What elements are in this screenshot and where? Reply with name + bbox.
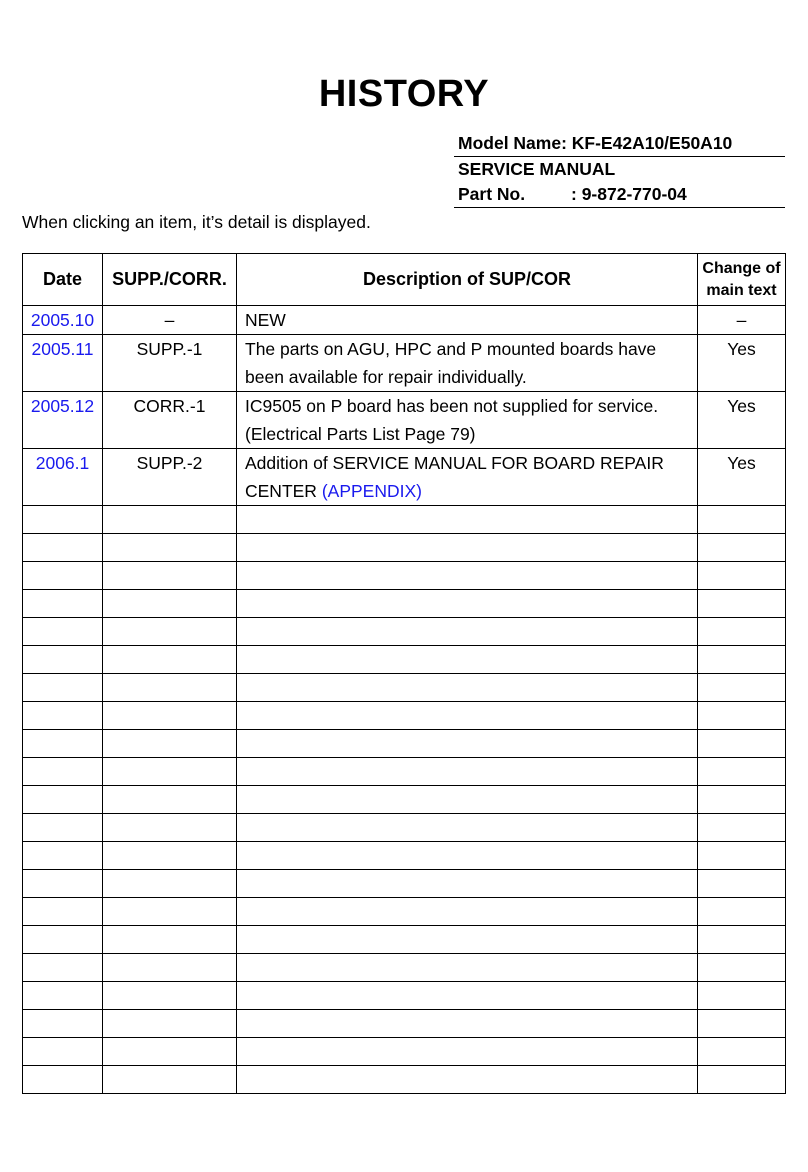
description-text: The parts on AGU, HPC and P mounted boards have been available for repair individually. [245, 339, 657, 387]
header-change-line2: main text [706, 281, 777, 299]
empty-row [23, 562, 786, 590]
row-description [237, 335, 698, 392]
empty-cell [23, 786, 103, 814]
empty-cell [237, 618, 698, 646]
empty-cell [698, 730, 786, 758]
part-number-value: : 9-872-770-04 [571, 184, 687, 204]
empty-row [23, 1066, 786, 1094]
empty-cell [23, 898, 103, 926]
empty-row [23, 702, 786, 730]
empty-cell [698, 786, 786, 814]
date-link[interactable]: 2006.1 [35, 453, 90, 473]
empty-cell [237, 898, 698, 926]
page-title: HISTORY [318, 73, 490, 115]
empty-cell [698, 982, 786, 1010]
header-row [23, 254, 786, 306]
empty-cell [237, 954, 698, 982]
empty-row [23, 674, 786, 702]
empty-cell [23, 646, 103, 674]
header-date: Date [23, 254, 103, 306]
manual-type: SERVICE MANUAL [458, 159, 616, 179]
empty-row [23, 646, 786, 674]
empty-cell [23, 758, 103, 786]
empty-cell [237, 506, 698, 534]
empty-cell [103, 590, 237, 618]
document-info [454, 131, 785, 208]
empty-cell [698, 1038, 786, 1066]
empty-cell [23, 870, 103, 898]
empty-cell [237, 926, 698, 954]
empty-cell [103, 534, 237, 562]
part-number-line [454, 182, 785, 208]
row-change-main-text: Yes [698, 449, 786, 506]
empty-row [23, 814, 786, 842]
empty-cell [103, 898, 237, 926]
empty-cell [698, 814, 786, 842]
empty-cell [23, 1066, 103, 1094]
row-change-main-text: Yes [698, 335, 786, 392]
empty-row [23, 534, 786, 562]
model-name-line [454, 131, 785, 157]
empty-row [23, 982, 786, 1010]
empty-cell [237, 562, 698, 590]
table-row[interactable] [23, 335, 786, 392]
empty-cell [23, 702, 103, 730]
empty-cell [23, 534, 103, 562]
row-supp-corr: – [103, 306, 237, 335]
empty-cell [103, 506, 237, 534]
row-date[interactable] [23, 306, 103, 335]
empty-cell [698, 1010, 786, 1038]
row-date[interactable] [23, 392, 103, 449]
empty-cell [237, 1010, 698, 1038]
empty-cell [698, 674, 786, 702]
header-description: Description of SUP/COR [237, 254, 698, 306]
row-date[interactable] [23, 335, 103, 392]
row-description [237, 392, 698, 449]
empty-cell [23, 1038, 103, 1066]
empty-row [23, 842, 786, 870]
empty-cell [103, 814, 237, 842]
empty-row [23, 758, 786, 786]
empty-row [23, 786, 786, 814]
model-name-separator: : [561, 133, 572, 153]
empty-row [23, 898, 786, 926]
model-name-value: KF-E42A10/E50A10 [571, 133, 733, 153]
empty-cell [237, 758, 698, 786]
table-row[interactable] [23, 306, 786, 335]
empty-cell [103, 1066, 237, 1094]
empty-cell [237, 646, 698, 674]
intro-text: When clicking an item, it’s detail is displayed. [22, 212, 371, 232]
empty-cell [103, 730, 237, 758]
empty-cell [698, 702, 786, 730]
empty-cell [698, 954, 786, 982]
row-change-main-text: – [698, 306, 786, 335]
empty-row [23, 730, 786, 758]
empty-cell [103, 1010, 237, 1038]
empty-cell [23, 562, 103, 590]
empty-cell [237, 534, 698, 562]
empty-row [23, 1010, 786, 1038]
empty-cell [698, 534, 786, 562]
row-supp-corr: CORR.-1 [103, 392, 237, 449]
empty-cell [103, 674, 237, 702]
empty-cell [103, 646, 237, 674]
empty-cell [698, 506, 786, 534]
header-change-line1: Change of [702, 259, 781, 277]
empty-row [23, 1038, 786, 1066]
description-text: NEW [245, 310, 286, 330]
table-row[interactable] [23, 449, 786, 506]
row-change-main-text: Yes [698, 392, 786, 449]
header-change-main-text [698, 254, 786, 306]
empty-cell [698, 590, 786, 618]
row-description [237, 449, 698, 506]
empty-cell [103, 926, 237, 954]
empty-cell [237, 702, 698, 730]
empty-cell [23, 982, 103, 1010]
empty-cell [698, 870, 786, 898]
empty-cell [103, 562, 237, 590]
empty-cell [237, 786, 698, 814]
empty-row [23, 506, 786, 534]
empty-cell [698, 758, 786, 786]
empty-row [23, 870, 786, 898]
empty-cell [23, 926, 103, 954]
empty-cell [103, 842, 237, 870]
description-text: Addition of SERVICE MANUAL FOR BOARD REPAIR CENTER [245, 453, 664, 501]
appendix-link[interactable]: (APPENDIX) [321, 481, 422, 501]
part-number-label: Part No. [458, 184, 526, 204]
empty-cell [237, 870, 698, 898]
empty-row [23, 590, 786, 618]
model-name-label: Model Name [458, 133, 562, 153]
empty-cell [698, 926, 786, 954]
row-description [237, 306, 698, 335]
empty-cell [103, 1038, 237, 1066]
empty-cell [23, 674, 103, 702]
empty-cell [237, 982, 698, 1010]
empty-cell [698, 1066, 786, 1094]
empty-cell [103, 758, 237, 786]
empty-cell [237, 674, 698, 702]
history-table [22, 253, 786, 1094]
empty-cell [23, 730, 103, 758]
empty-cell [698, 618, 786, 646]
date-link[interactable]: 2005.11 [31, 339, 94, 359]
empty-cell [23, 814, 103, 842]
empty-cell [103, 786, 237, 814]
empty-cell [237, 814, 698, 842]
empty-cell [698, 898, 786, 926]
empty-cell [237, 1066, 698, 1094]
empty-cell [23, 954, 103, 982]
empty-row [23, 618, 786, 646]
date-link[interactable]: 2005.10 [30, 310, 95, 330]
row-supp-corr: SUPP.-2 [103, 449, 237, 506]
empty-cell [23, 1010, 103, 1038]
date-link[interactable]: 2005.12 [30, 396, 95, 416]
empty-cell [103, 954, 237, 982]
empty-cell [23, 590, 103, 618]
empty-row [23, 954, 786, 982]
empty-cell [237, 730, 698, 758]
row-supp-corr: SUPP.-1 [103, 335, 237, 392]
empty-cell [23, 506, 103, 534]
description-text: IC9505 on P board has been not supplied for service. (Electrical Parts List Page 79) [245, 396, 659, 444]
empty-cell [103, 870, 237, 898]
empty-row [23, 926, 786, 954]
empty-cell [237, 842, 698, 870]
empty-cell [698, 562, 786, 590]
empty-cell [698, 646, 786, 674]
table-row[interactable] [23, 392, 786, 449]
empty-cell [237, 1038, 698, 1066]
empty-cell [103, 618, 237, 646]
empty-cell [103, 982, 237, 1010]
empty-cell [103, 702, 237, 730]
header-supp-corr: SUPP./CORR. [103, 254, 237, 306]
empty-cell [698, 842, 786, 870]
row-date[interactable] [23, 449, 103, 506]
empty-cell [23, 842, 103, 870]
empty-cell [237, 590, 698, 618]
empty-cell [23, 618, 103, 646]
